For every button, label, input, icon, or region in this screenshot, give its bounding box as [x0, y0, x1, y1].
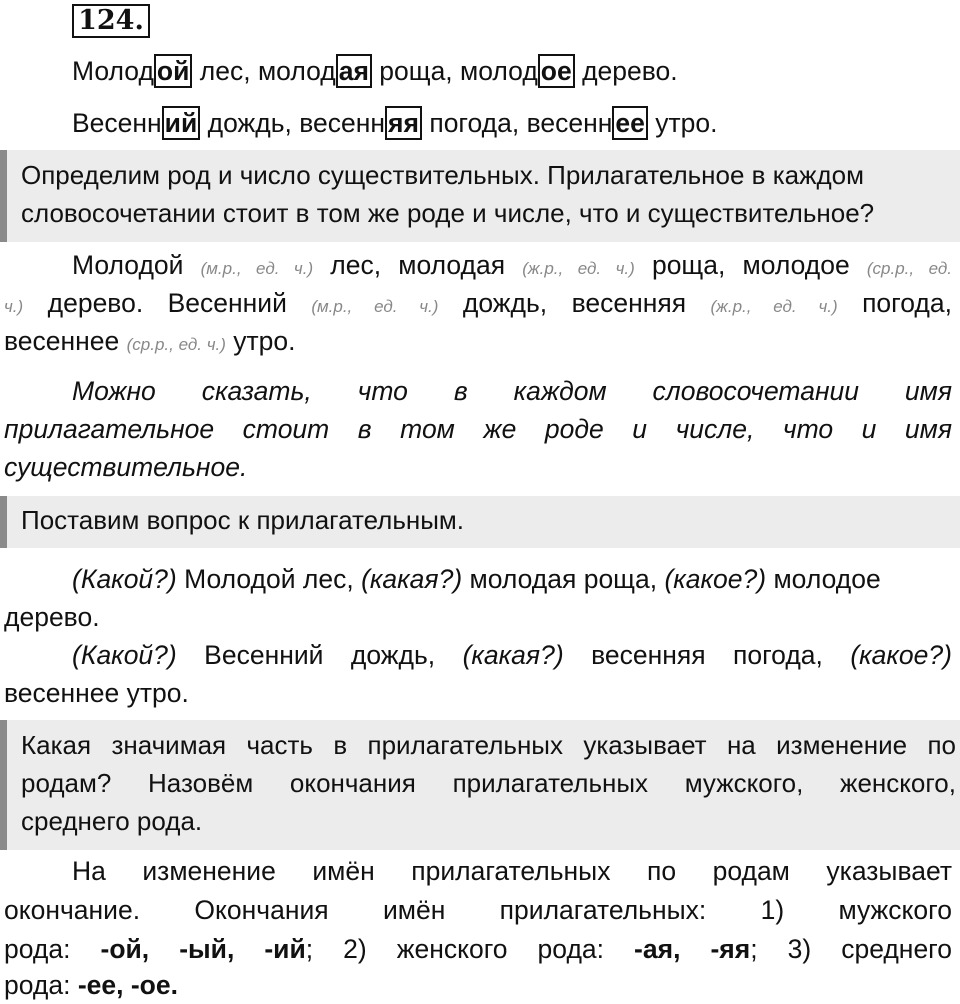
grammar-note: (ср.р., ед. ч.) [126, 335, 226, 354]
question-word: (какая?) [462, 640, 564, 670]
ending-box: ий [162, 106, 201, 140]
answer-2-line-1: (Какой?) Молодой лес, (какая?) молодая роща, (какое?) молодое [72, 564, 881, 594]
pair-noun: дождь, [200, 108, 300, 138]
pair-stem: весенн [299, 108, 386, 138]
ending-box: ой [154, 54, 192, 88]
grammar-note: (ср.р., ед. [866, 259, 952, 278]
pair-stem: весенн [526, 108, 613, 138]
question-1-line-2: словосочетании стоит в том же роде и числе, что и существительное? [21, 198, 875, 228]
pair-noun: лес, [192, 56, 258, 86]
pair-noun: погода, [421, 108, 527, 138]
answer-3-line-3: рода: -ой, -ый, -ий; 2) женского рода: -ая, -яя; 3) среднего [4, 934, 953, 964]
ending-box: ее [612, 106, 647, 140]
answer-3-line-2: окончание. Окончания имён прилагательных: 1) мужского [4, 895, 952, 925]
pairs-row-2 [72, 104, 952, 142]
question-2-line-1: Поставим вопрос к прилагательным. [21, 505, 465, 535]
pair-stem: Весенн [72, 108, 162, 138]
ending-list: -ой, -ый, -ий [100, 934, 306, 964]
answer-2-line-3: (Какой?) Весенний дождь, (какая?) весенняя погода, (какое?) [72, 640, 952, 670]
question-word: (Какой?) [72, 640, 177, 670]
pair-noun: роща, [371, 56, 461, 86]
question-3-line-2: родам? Назовём окончания прилагательных мужского, женского, [21, 768, 956, 798]
conclusion-1-line-3: существительное. [4, 452, 248, 482]
answer-3-line-1: На изменение имён прилагательных по родам указывает [72, 856, 952, 886]
pair-stem: молод [257, 56, 336, 86]
answer-2-line-2: дерево. [4, 602, 100, 632]
grammar-note: ч.) [4, 297, 24, 316]
answer-2-line-4: весеннее утро. [4, 678, 189, 708]
answer-3-line-4: рода: -ее, -ое. [4, 970, 178, 1000]
grammar-note: (ж.р., ед. ч.) [710, 297, 838, 316]
pair-noun: утро. [647, 108, 718, 138]
grammar-note: (м.р., ед. ч.) [311, 297, 439, 316]
answer-1-line-1: Молодой (м.р., ед. ч.) лес, молодая (ж.р., ед. ч.) роща, молодое (ср.р., ед. [72, 250, 952, 280]
ending-list: -ая, -яя [634, 934, 751, 964]
pair-noun: дерево. [574, 56, 678, 86]
question-word: (какое?) [664, 564, 767, 594]
ending-list: -ее, -ое. [77, 970, 178, 1000]
answer-1-line-3: весеннее (ср.р., ед. ч.) утро. [4, 326, 296, 356]
ending-box: ое [538, 54, 575, 88]
answer-1-line-2: ч.) дерево. Весенний (м.р., ед. ч.) дождь, весенняя (ж.р., ед. ч.) погода, [4, 288, 952, 318]
ending-box: ая [336, 54, 372, 88]
question-word: (какая?) [361, 564, 463, 594]
conclusion-1-line-1: Можно сказать, что в каждом словосочетании имя [72, 376, 952, 406]
question-3-line-3: среднего рода. [21, 806, 203, 836]
grammar-note: (м.р., ед. ч.) [200, 259, 314, 278]
question-1-line-1: Определим род и число существительных. Прилагательное в каждом [21, 160, 865, 190]
question-box-1 [0, 150, 960, 242]
conclusion-1-line-2: прилагательное стоит в том же роде и числе, что и имя [4, 414, 952, 444]
grammar-note: (ж.р., ед. ч.) [522, 259, 635, 278]
pair-stem: молод [460, 56, 538, 86]
question-3-line-1: Какая значимая часть в прилагательных указывает на изменение по [21, 730, 956, 760]
question-word: (Какой?) [72, 564, 177, 594]
question-box-3 [0, 720, 960, 850]
pairs-row-1 [72, 52, 952, 90]
task-number: 124. [72, 4, 150, 38]
question-box-2 [0, 496, 960, 548]
question-word: (какое?) [850, 640, 952, 670]
ending-box: яя [385, 106, 422, 140]
pair-stem: Молод [72, 56, 154, 86]
